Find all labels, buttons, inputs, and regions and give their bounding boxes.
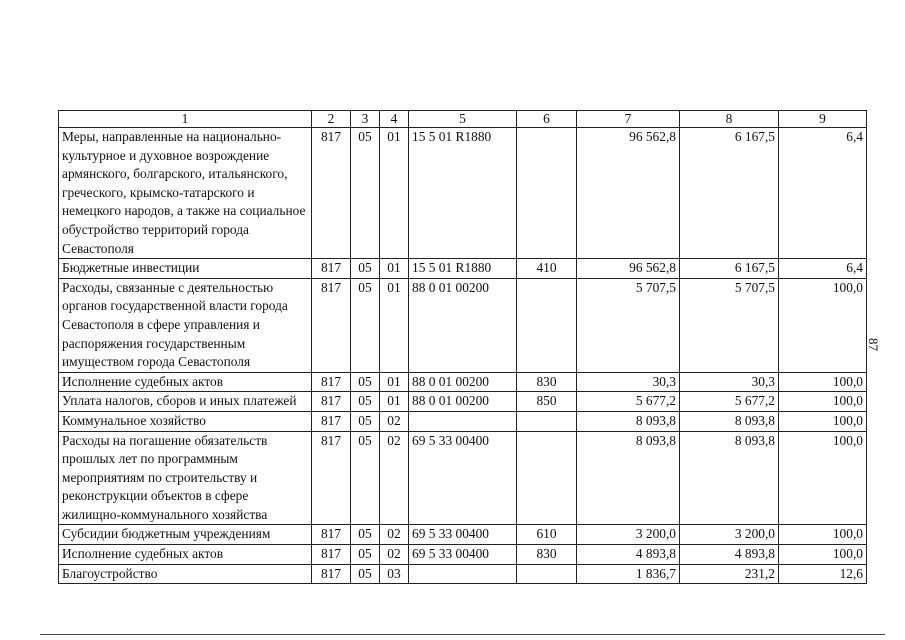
table-row: [59, 411, 867, 431]
target-article-cell: 88 0 01 00200: [409, 392, 517, 412]
approved-amount-cell: 1 836,7: [577, 564, 680, 584]
ministry-code-cell: 817: [312, 525, 351, 545]
table-row: [59, 392, 867, 412]
subsection-code-cell: 01: [380, 259, 409, 279]
row-name-cell: Исполнение судебных актов: [59, 372, 312, 392]
table-row: [59, 372, 867, 392]
target-article-cell: 15 5 01 R1880: [409, 128, 517, 259]
approved-amount-cell: 4 893,8: [577, 545, 680, 565]
row-name-cell: Расходы, связанные с деятельностью органов государственной власти города Севастополя в сфере управления и распоряжения государственным имуществом города Севастополя: [59, 278, 312, 372]
approved-amount-cell: 3 200,0: [577, 525, 680, 545]
subsection-code-cell: 01: [380, 392, 409, 412]
approved-amount-cell: 5 707,5: [577, 278, 680, 372]
column-header: 8: [680, 111, 779, 128]
expense-type-cell: [517, 128, 577, 259]
expense-type-cell: 830: [517, 545, 577, 565]
expense-type-cell: 610: [517, 525, 577, 545]
target-article-cell: 69 5 33 00400: [409, 545, 517, 565]
column-header: 9: [779, 111, 867, 128]
budget-table: [58, 110, 867, 584]
executed-amount-cell: 6 167,5: [680, 259, 779, 279]
ministry-code-cell: 817: [312, 411, 351, 431]
section-code-cell: 05: [351, 431, 380, 525]
subsection-code-cell: 02: [380, 545, 409, 565]
row-name-cell: Уплата налогов, сборов и иных платежей: [59, 392, 312, 412]
section-code-cell: 05: [351, 411, 380, 431]
row-name-cell: Благоустройство: [59, 564, 312, 584]
ministry-code-cell: 817: [312, 545, 351, 565]
subsection-code-cell: 01: [380, 372, 409, 392]
subsection-code-cell: 01: [380, 278, 409, 372]
column-header: 3: [351, 111, 380, 128]
executed-amount-cell: 5 707,5: [680, 278, 779, 372]
row-name-cell: Коммунальное хозяйство: [59, 411, 312, 431]
column-header: 1: [59, 111, 312, 128]
expense-type-cell: [517, 564, 577, 584]
execution-percent-cell: 100,0: [779, 525, 867, 545]
section-code-cell: 05: [351, 372, 380, 392]
table-row: [59, 564, 867, 584]
target-article-cell: 88 0 01 00200: [409, 372, 517, 392]
approved-amount-cell: 30,3: [577, 372, 680, 392]
row-name-cell: Бюджетные инвестиции: [59, 259, 312, 279]
expense-type-cell: [517, 278, 577, 372]
expense-type-cell: [517, 431, 577, 525]
executed-amount-cell: 5 677,2: [680, 392, 779, 412]
section-code-cell: 05: [351, 128, 380, 259]
target-article-cell: 88 0 01 00200: [409, 278, 517, 372]
column-header: 5: [409, 111, 517, 128]
execution-percent-cell: 100,0: [779, 372, 867, 392]
subsection-code-cell: 02: [380, 525, 409, 545]
executed-amount-cell: 8 093,8: [680, 411, 779, 431]
section-code-cell: 05: [351, 525, 380, 545]
approved-amount-cell: 96 562,8: [577, 128, 680, 259]
row-name-cell: Субсидии бюджетным учреждениям: [59, 525, 312, 545]
execution-percent-cell: 100,0: [779, 411, 867, 431]
approved-amount-cell: 8 093,8: [577, 411, 680, 431]
approved-amount-cell: 5 677,2: [577, 392, 680, 412]
executed-amount-cell: 30,3: [680, 372, 779, 392]
executed-amount-cell: 231,2: [680, 564, 779, 584]
ministry-code-cell: 817: [312, 392, 351, 412]
section-code-cell: 05: [351, 564, 380, 584]
execution-percent-cell: 6,4: [779, 259, 867, 279]
target-article-cell: [409, 411, 517, 431]
execution-percent-cell: 12,6: [779, 564, 867, 584]
target-article-cell: 15 5 01 R1880: [409, 259, 517, 279]
ministry-code-cell: 817: [312, 372, 351, 392]
page-number: 87: [866, 338, 881, 351]
section-code-cell: 05: [351, 392, 380, 412]
execution-percent-cell: 100,0: [779, 392, 867, 412]
column-header: 2: [312, 111, 351, 128]
ministry-code-cell: 817: [312, 259, 351, 279]
ministry-code-cell: 817: [312, 128, 351, 259]
row-name-cell: Расходы на погашение обязательств прошлых лет по программным мероприятиям по строительству и реконструкции объектов в сфере жилищно-коммунального хозяйства: [59, 431, 312, 525]
execution-percent-cell: 100,0: [779, 278, 867, 372]
table-row: [59, 259, 867, 279]
page-bottom-border: [40, 634, 885, 635]
table-row: [59, 128, 867, 259]
subsection-code-cell: 03: [380, 564, 409, 584]
row-name-cell: Меры, направленные на национально-культурное и духовное возрождение армянского, болгарского, итальянского, греческого, крымско-татарского и немецкого народов, а также на социальное обустройство территорий города Севастополя: [59, 128, 312, 259]
target-article-cell: [409, 564, 517, 584]
expense-type-cell: 410: [517, 259, 577, 279]
column-header: 6: [517, 111, 577, 128]
executed-amount-cell: 6 167,5: [680, 128, 779, 259]
ministry-code-cell: 817: [312, 278, 351, 372]
execution-percent-cell: 6,4: [779, 128, 867, 259]
section-code-cell: 05: [351, 278, 380, 372]
executed-amount-cell: 8 093,8: [680, 431, 779, 525]
table-header-row: [59, 111, 867, 128]
table-row: [59, 278, 867, 372]
expense-type-cell: [517, 411, 577, 431]
subsection-code-cell: 01: [380, 128, 409, 259]
expense-type-cell: 850: [517, 392, 577, 412]
row-name-cell: Исполнение судебных актов: [59, 545, 312, 565]
subsection-code-cell: 02: [380, 431, 409, 525]
executed-amount-cell: 3 200,0: [680, 525, 779, 545]
execution-percent-cell: 100,0: [779, 545, 867, 565]
execution-percent-cell: 100,0: [779, 431, 867, 525]
section-code-cell: 05: [351, 259, 380, 279]
approved-amount-cell: 96 562,8: [577, 259, 680, 279]
subsection-code-cell: 02: [380, 411, 409, 431]
target-article-cell: 69 5 33 00400: [409, 525, 517, 545]
table-row: [59, 525, 867, 545]
column-header: 7: [577, 111, 680, 128]
approved-amount-cell: 8 093,8: [577, 431, 680, 525]
table-row: [59, 545, 867, 565]
executed-amount-cell: 4 893,8: [680, 545, 779, 565]
column-header: 4: [380, 111, 409, 128]
ministry-code-cell: 817: [312, 431, 351, 525]
ministry-code-cell: 817: [312, 564, 351, 584]
table-row: [59, 431, 867, 525]
section-code-cell: 05: [351, 545, 380, 565]
target-article-cell: 69 5 33 00400: [409, 431, 517, 525]
expense-type-cell: 830: [517, 372, 577, 392]
